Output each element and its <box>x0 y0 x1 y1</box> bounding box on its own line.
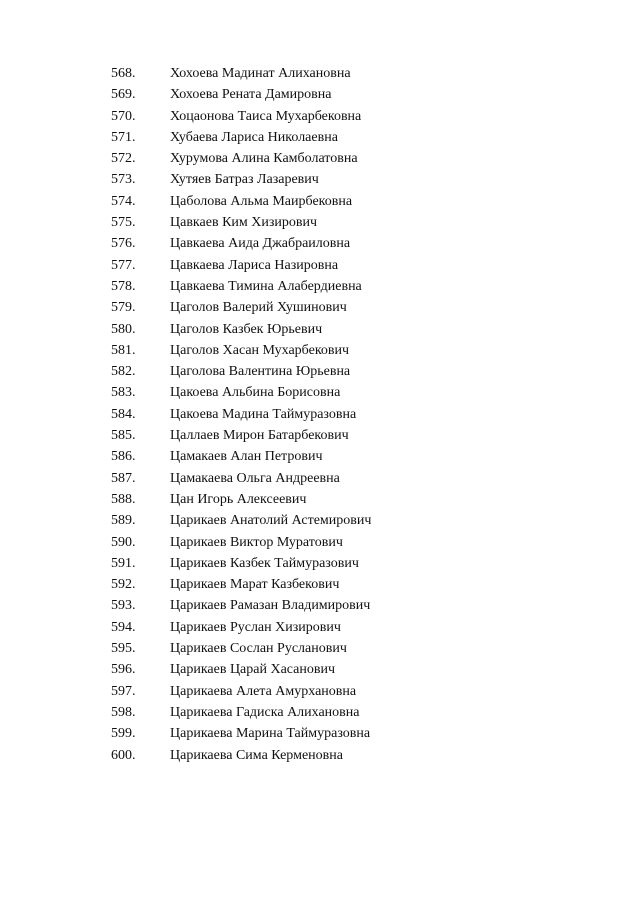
list-item <box>0 63 640 84</box>
entry-name: Цаголов Валерий Хушинович <box>170 300 347 316</box>
list-item <box>0 404 640 425</box>
entry-name: Царикаева Алета Амурхановна <box>170 683 357 699</box>
list-item <box>0 191 640 212</box>
entry-name: Цан Игорь Алексеевич <box>170 491 307 507</box>
list-item <box>0 382 640 403</box>
entry-name: Хохоева Рената Дамировна <box>170 87 332 103</box>
list-item <box>0 553 640 574</box>
list-item <box>0 425 640 446</box>
entry-number: 587. <box>111 470 136 486</box>
entry-name: Царикаев Царай Хасанович <box>170 662 336 678</box>
entry-number: 591. <box>111 555 136 571</box>
list-item <box>0 276 640 297</box>
entry-number: 593. <box>111 598 136 614</box>
entry-number: 572. <box>111 151 136 167</box>
list-item <box>0 595 640 616</box>
entry-number: 597. <box>111 683 136 699</box>
list-item <box>0 489 640 510</box>
list-item <box>0 340 640 361</box>
entry-name: Цамакаев Алан Петрович <box>170 449 323 465</box>
entry-name: Царикаев Руслан Хизирович <box>170 619 341 635</box>
entry-name: Хохоева Мадинат Алихановна <box>170 66 351 81</box>
entry-number: 571. <box>111 129 136 145</box>
list-item <box>0 617 640 638</box>
list-item <box>0 297 640 318</box>
entry-number: 577. <box>111 257 136 273</box>
entry-name: Хурумова Алина Камболатовна <box>170 151 358 167</box>
entry-number: 594. <box>111 619 136 635</box>
list-item <box>0 233 640 254</box>
list-item <box>0 532 640 553</box>
entry-number: 581. <box>111 342 136 358</box>
entry-number: 585. <box>111 428 136 444</box>
entry-name: Царикаев Сослан Русланович <box>170 641 347 657</box>
entry-number: 582. <box>111 364 136 380</box>
entry-name: Царикаева Марина Таймуразовна <box>170 726 371 742</box>
entry-number: 595. <box>111 641 136 657</box>
entry-number: 588. <box>111 491 136 507</box>
list-item <box>0 745 640 766</box>
list-item <box>0 510 640 531</box>
list-item <box>0 84 640 105</box>
entry-number: 573. <box>111 172 136 188</box>
entry-number: 589. <box>111 513 136 529</box>
list-item <box>0 468 640 489</box>
entry-number: 596. <box>111 662 136 678</box>
list-item <box>0 681 640 702</box>
entry-name: Хутяев Батраз Лазаревич <box>170 172 319 188</box>
entry-name: Хоцаонова Таиса Мухарбековна <box>170 108 362 124</box>
entry-number: 598. <box>111 704 136 720</box>
list-item <box>0 446 640 467</box>
entry-name: Царикаев Рамазан Владимирович <box>170 598 371 614</box>
entry-name: Цаллаев Мирон Батарбекович <box>170 428 349 444</box>
entry-number: 579. <box>111 300 136 316</box>
entry-name: Цакоева Альбина Борисовна <box>170 385 341 401</box>
list-item <box>0 255 640 276</box>
entry-number: 568. <box>111 66 136 81</box>
entry-name: Царикаев Марат Казбекович <box>170 577 340 593</box>
entry-name: Царикаева Сима Керменовна <box>170 747 343 763</box>
entry-number: 570. <box>111 108 136 124</box>
entry-name: Цавкаева Аида Джабраиловна <box>170 236 351 252</box>
entry-name: Цакоева Мадина Таймуразовна <box>170 406 357 422</box>
entry-number: 580. <box>111 321 136 337</box>
list-item <box>0 702 640 723</box>
entry-name: Царикаев Казбек Таймуразович <box>170 555 359 571</box>
entry-name: Цамакаева Ольга Андреевна <box>170 470 340 486</box>
entry-number: 592. <box>111 577 136 593</box>
list-item <box>0 659 640 680</box>
entry-name: Царикаева Гадиска Алихановна <box>170 704 360 720</box>
entry-number: 583. <box>111 385 136 401</box>
entry-number: 578. <box>111 278 136 294</box>
list-item <box>0 723 640 744</box>
entry-number: 575. <box>111 215 136 231</box>
list-item <box>0 127 640 148</box>
entry-number: 584. <box>111 406 136 422</box>
entry-number: 600. <box>111 747 136 763</box>
entry-name: Цавкаев Ким Хизирович <box>170 215 318 231</box>
entry-name: Цаголов Хасан Мухарбекович <box>170 342 350 358</box>
entry-name: Хубаева Лариса Николаевна <box>170 129 338 145</box>
list-item <box>0 212 640 233</box>
entry-name: Цавкаева Лариса Назировна <box>170 257 339 273</box>
list-item <box>0 148 640 169</box>
entry-name: Цавкаева Тимина Алабердиевна <box>170 278 362 294</box>
entry-name: Царикаев Анатолий Астемирович <box>170 513 372 529</box>
list-item <box>0 361 640 382</box>
entry-number: 586. <box>111 449 136 465</box>
entry-name: Цаголова Валентина Юрьевна <box>170 364 351 380</box>
list-item <box>0 638 640 659</box>
entry-number: 574. <box>111 193 136 209</box>
list-item <box>0 319 640 340</box>
entry-number: 599. <box>111 726 136 742</box>
entry-number: 569. <box>111 87 136 103</box>
entry-name: Цаголов Казбек Юрьевич <box>170 321 323 337</box>
name-list <box>0 63 640 766</box>
entry-number: 590. <box>111 534 136 550</box>
list-item <box>0 574 640 595</box>
entry-number: 576. <box>111 236 136 252</box>
list-item <box>0 169 640 190</box>
entry-name: Цаболова Альма Маирбековна <box>170 193 353 209</box>
entry-name: Царикаев Виктор Муратович <box>170 534 343 550</box>
list-item <box>0 106 640 127</box>
